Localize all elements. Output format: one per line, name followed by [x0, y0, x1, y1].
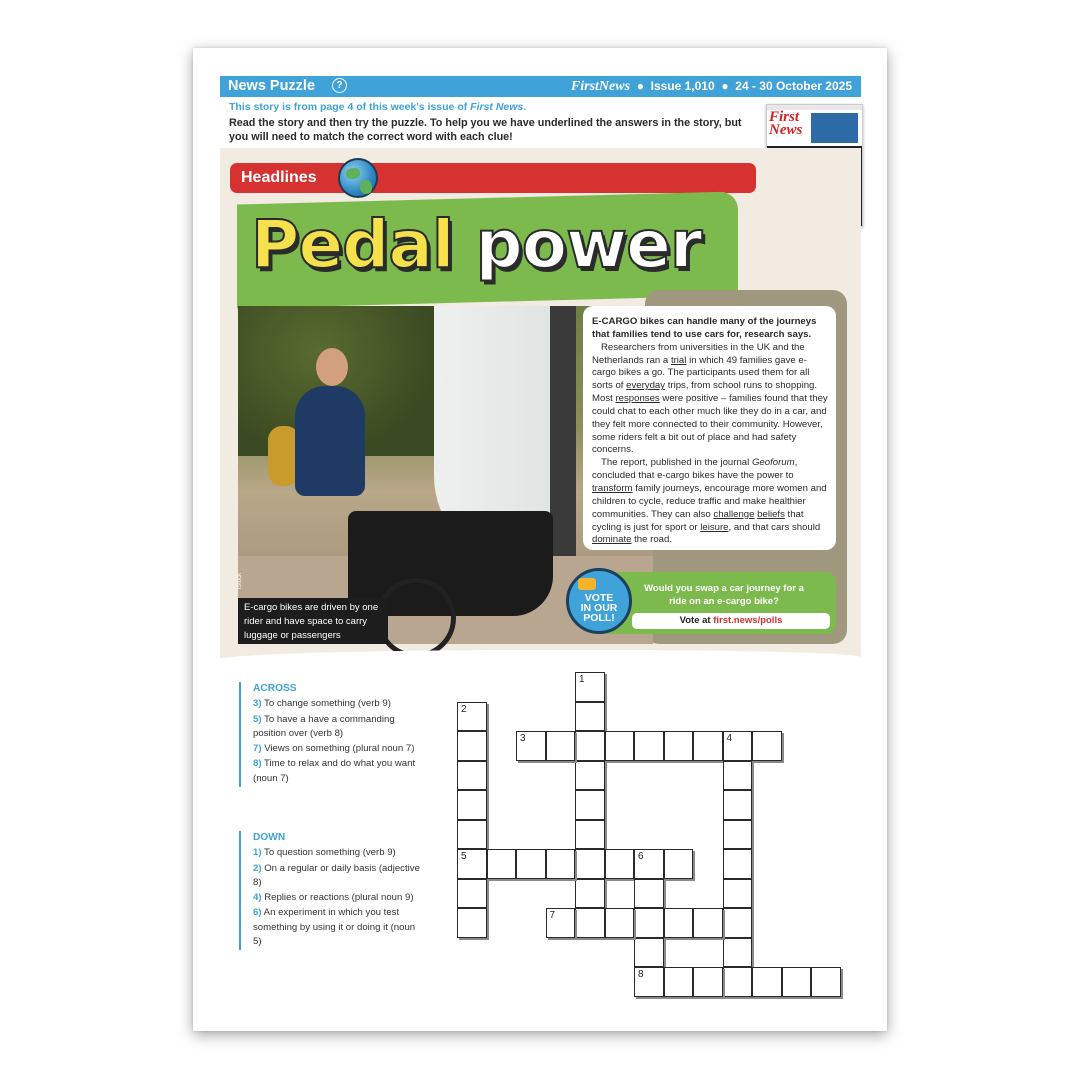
crossword-cell[interactable] — [782, 967, 812, 997]
answer-leisure: leisure — [700, 521, 729, 533]
title-word-pedal: Pedal — [251, 206, 454, 283]
info-icon[interactable]: ? — [332, 78, 347, 93]
clue-item — [253, 697, 423, 711]
crossword-cell[interactable] — [811, 967, 841, 997]
poll-question: Would you swap a car journey for a ride on an e-cargo bike? — [644, 583, 804, 607]
crossword-cell[interactable] — [634, 879, 664, 909]
crossword-cell[interactable] — [752, 967, 782, 997]
title-word-power: power — [475, 206, 702, 283]
clue-number: 7) — [253, 743, 262, 755]
crossword-cell[interactable] — [457, 761, 487, 791]
crossword-cell[interactable] — [516, 731, 546, 761]
across-heading: ACROSS — [253, 683, 297, 694]
crossword-cell[interactable] — [546, 908, 576, 938]
header-bar — [220, 76, 861, 97]
crossword-cell[interactable] — [575, 849, 605, 879]
crossword-clue-number: 3 — [520, 733, 526, 744]
clue-text: Time to relax and do what you want (noun 7) — [253, 758, 416, 784]
intro-period: . — [523, 101, 527, 113]
article-lead: E-CARGO bikes can handle many of the journeys that families tend to use cars for, research says. — [592, 316, 817, 340]
crossword-cell[interactable] — [634, 731, 664, 761]
crossword-clue-number: 5 — [461, 851, 467, 862]
crossword-cell[interactable] — [575, 908, 605, 938]
cover-side-image — [811, 113, 858, 143]
answer-responses: responses — [615, 393, 660, 405]
across-clues — [239, 682, 423, 787]
clue-text: To question something (verb 9) — [264, 847, 396, 859]
clue-item — [253, 742, 423, 756]
crossword-cell[interactable] — [664, 908, 694, 938]
clue-text: Replies or reactions (plural noun 9) — [264, 892, 414, 904]
cover-logo — [769, 111, 802, 137]
crossword-cell[interactable] — [575, 731, 605, 761]
p2-text-d: that cycling is just for sport or — [592, 508, 804, 533]
photo-wheel — [376, 578, 456, 658]
answer-transform: transform — [592, 482, 633, 494]
article-paragraph-2 — [592, 457, 828, 547]
clue-text: On a regular or daily basis (adjective 8) — [253, 862, 420, 888]
crossword-cell[interactable] — [723, 849, 753, 879]
poll-vote-prefix: Vote at — [679, 615, 714, 626]
clue-number: 6) — [253, 907, 262, 919]
crossword-cell[interactable] — [575, 761, 605, 791]
clue-item — [253, 906, 423, 949]
badge-line1: VOTE — [584, 592, 614, 604]
crossword-cell[interactable] — [752, 731, 782, 761]
crossword-cell[interactable] — [575, 672, 605, 702]
crossword-cell[interactable] — [723, 938, 753, 968]
crossword-cell[interactable] — [693, 908, 723, 938]
crossword-cell[interactable] — [457, 908, 487, 938]
header-brand: FirstNews — [570, 79, 631, 94]
photo-rider-head — [316, 348, 348, 386]
header-issue-info — [571, 79, 852, 95]
p1-text-a: Researchers from universities in the UK and the Netherlands ran a — [592, 341, 805, 366]
crossword-cell[interactable] — [575, 790, 605, 820]
answer-everyday: everyday — [626, 380, 666, 392]
answer-beliefs: beliefs — [757, 508, 785, 520]
crossword-cell[interactable] — [664, 731, 694, 761]
clue-item — [253, 757, 423, 786]
intro-source-text: This story is from page 4 of this week's issue of — [229, 101, 471, 113]
clue-number: 1) — [253, 847, 262, 859]
torn-edge-divider — [220, 650, 861, 662]
crossword-cell[interactable] — [487, 849, 517, 879]
journal-name: Geoforum — [751, 457, 795, 469]
header-title: News Puzzle — [228, 78, 316, 94]
cover-logo-line2: News — [769, 122, 803, 138]
p2-text-f: the road. — [631, 534, 673, 546]
clue-number: 2) — [253, 862, 262, 874]
crossword-cell[interactable] — [723, 820, 753, 850]
clue-item — [253, 862, 423, 891]
cover-logo-line1: First — [769, 109, 800, 125]
crossword-cell[interactable] — [605, 908, 635, 938]
header-dates: 24 - 30 October 2025 — [735, 79, 852, 93]
p2-text-c: family journeys, encourage more women and children to cycle, reduce traffic and make healthier communities. They can also — [592, 482, 827, 520]
crossword-cell[interactable] — [516, 849, 546, 879]
crossword-cell[interactable] — [457, 849, 487, 879]
crossword-cell[interactable] — [457, 879, 487, 909]
crossword-cell[interactable] — [605, 731, 635, 761]
header-separator: ● — [636, 79, 644, 93]
puzzle-sheet — [193, 48, 887, 1031]
badge-line3: POLL! — [583, 612, 615, 624]
article-paragraph-1 — [592, 342, 828, 458]
crossword-clue-number: 7 — [549, 910, 556, 921]
down-heading: DOWN — [253, 832, 286, 843]
badge-line2: IN OUR — [580, 602, 618, 614]
clue-number: 8) — [253, 758, 262, 770]
intro-source — [229, 101, 526, 113]
crossword-cell[interactable] — [723, 879, 753, 909]
crossword-cell[interactable] — [693, 967, 723, 997]
p2-text-a: The report, published in the journal — [601, 457, 752, 469]
crossword-cell[interactable] — [457, 731, 487, 761]
crossword-cell[interactable] — [605, 849, 635, 879]
down-clues — [239, 831, 423, 950]
photo-caption: E-cargo bikes are driven by one rider and have space to carry luggage or passengers — [238, 598, 388, 644]
p1-text-d: were positive – families found that they could chat to each other much like they do in a car, and they felt more connected to their community. However, some riders felt a bit out of place and had safety concerns. — [592, 393, 828, 456]
crossword-clue-number: 6 — [638, 851, 644, 862]
crossword-cell[interactable] — [634, 967, 664, 997]
p2-text-e: , and that cars should — [728, 521, 821, 533]
crossword-cell[interactable] — [575, 879, 605, 909]
crossword-cell[interactable] — [634, 938, 664, 968]
poll-vote-url[interactable]: first.news/polls — [713, 615, 783, 626]
p1-text-c: trips, from school runs to shopping. Most — [592, 380, 818, 405]
crossword-cell[interactable] — [546, 849, 576, 879]
crossword-cell[interactable] — [723, 731, 753, 761]
article-text — [592, 316, 828, 547]
clue-item — [253, 713, 423, 742]
section-banner — [230, 163, 756, 193]
clue-item — [253, 846, 423, 860]
crossword-cell[interactable] — [664, 849, 694, 879]
crossword-cell[interactable] — [575, 702, 605, 732]
crossword-cell[interactable] — [723, 761, 753, 791]
vote-poll-badge[interactable] — [566, 568, 632, 634]
clue-text: An experiment in which you test something by using it or doing it (noun 5) — [253, 907, 416, 948]
crossword-cell[interactable] — [546, 731, 576, 761]
p2-text-b: , concluded that e-cargo bikes have the power to — [592, 457, 798, 482]
crossword-cell[interactable] — [664, 967, 694, 997]
intro-publication: First News — [470, 101, 524, 113]
crossword-cell[interactable] — [634, 849, 664, 879]
crossword-cell[interactable] — [457, 790, 487, 820]
globe-icon — [338, 158, 378, 198]
crossword-clue-number: 1 — [579, 674, 585, 685]
crossword-cell[interactable] — [723, 908, 753, 938]
crossword-cell[interactable] — [634, 908, 664, 938]
crossword-cell[interactable] — [723, 790, 753, 820]
ballot-icon — [578, 578, 596, 590]
story-title — [251, 206, 701, 283]
crossword-cell[interactable] — [693, 731, 723, 761]
poll-vote-link[interactable] — [632, 613, 830, 629]
answer-challenge: challenge — [713, 508, 755, 520]
intro-instructions: Read the story and then try the puzzle. To help you we have underlined the answers in the story, but you will need to match the correct word with each clue! — [229, 117, 742, 143]
clue-number: 4) — [253, 892, 262, 904]
clue-text: To have a have a commanding position over (verb 8) — [253, 713, 395, 739]
section-label: Headlines — [241, 169, 317, 186]
crossword-cell[interactable] — [457, 820, 487, 850]
crossword-cell[interactable] — [575, 820, 605, 850]
crossword-clue-number: 2 — [461, 703, 467, 715]
photo-credit: iStock — [237, 572, 244, 590]
crossword-cell[interactable] — [457, 702, 487, 732]
header-separator: ● — [721, 79, 729, 93]
answer-dominate: dominate — [592, 534, 632, 546]
crossword-clue-number: 4 — [726, 733, 733, 744]
clue-number: 5) — [253, 713, 262, 725]
p1-text-b: in which 49 families gave e-cargo bikes a go. The participants used them for all sorts of — [592, 354, 810, 392]
photo-rider — [295, 386, 365, 496]
crossword-cell[interactable] — [723, 967, 753, 997]
clue-text: To change something (verb 9) — [264, 698, 391, 710]
crossword-clue-number: 8 — [638, 969, 644, 980]
clue-number: 3) — [253, 698, 262, 710]
answer-trial: trial — [670, 354, 687, 366]
header-issue: Issue 1,010 — [650, 79, 715, 93]
clue-text: Views on something (plural noun 7) — [264, 743, 415, 755]
clue-item — [253, 891, 423, 905]
